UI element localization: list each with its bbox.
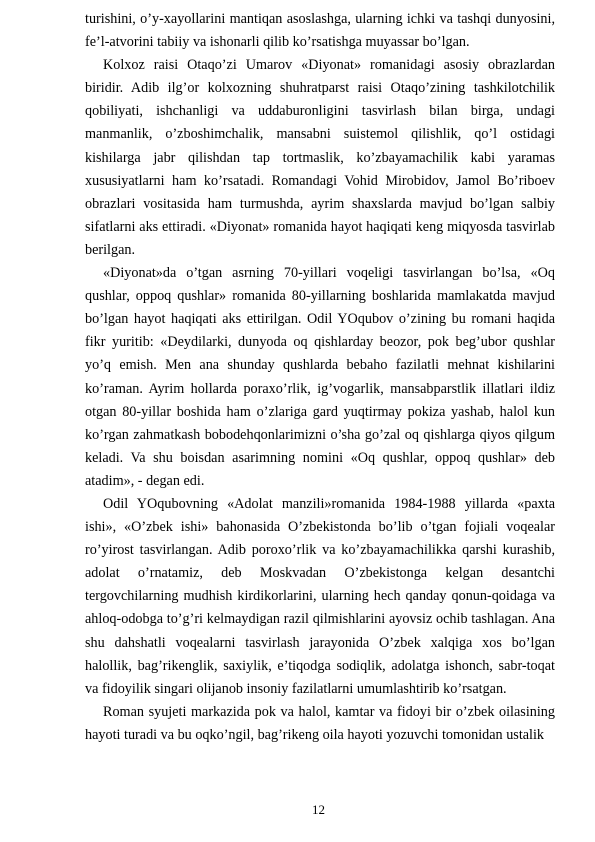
paragraph-diyonat-otaqozi: Kolxoz raisi Otaqo’zi Umarov «Diyonat» romanidagi asosiy obrazlardan biridir. Adib ilg’or kolxozning shuhratparst raisi Otaqo’zining tashkilotchilik qobiliyati, ishchanligi va uddaburonligini tasvirlash bilan birga, undagi manmanlik, o’zboshimchalik, mansabni suistemol qilishlik, qo’l ostidagi kishilarga jabr qilishdan tap tortmaslik, ko’zbayamachilik kabi yaramas xususiyatlarni ham ko’rsatadi. Romandagi Vohid Mirobidov, Jamol Bo’riboev obrazlari vositasida ham turmushda, ayrim shaxslarda mavjud bo’lgan salbiy sifatlarni aks ettiradi. «Diyonat» romanida hayot haqiqati keng miqyosda tasvirlab berilgan. [85, 57, 555, 258]
paragraph-continuation: turishini, o’y-xayollarini mantiqan asoslashga, ularning ichki va tashqi dunyosini, fe’l-atvorini tabiiy va ishonarli qilib ko’rsatishga muyassar bo’lgan. [85, 11, 555, 51]
paragraph-adolat-manzili: Odil YOqubovning «Adolat manzili»romanida 1984-1988 yillarda «paxta ishi», «O’zbek ishi» bahonasida O’zbekistonda bo’lib o’tgan fojiali voqealar ro’yirost tasvirlangan. Adib poroxo’rlik va ko’zbayamachilikka qarshi kurashib, adolat o’rnatamiz, deb Moskvadan O’zbekistonga kelgan desantchi tergovchilarning mudhish kirdikorlarini, ularning hech qanday qonun-qoidaga va ahloq-odobga to’g’ri kelmaydigan razil qilmishlarini ayovsiz ochib tashlagan. Ana shu dahshatli voqealarni tasvirlash jarayonida O’zbek xalqiga xos bo’lgan halollik, bag’rikenglik, saxiylik, e’tiqodga sodiqlik, adolatga ishonch, sabr-toqat va fidoyilik singari olijanob insoniy fazilatlarni umumlashtirib ko’rsatgan. [85, 495, 555, 697]
page-number: 12 [312, 802, 325, 817]
page-body [85, 8, 555, 747]
paragraph-roman-syujeti: Roman syujeti markazida pok va halol, kamtar va fidoyi bir o’zbek oilasining hayoti turadi va bu oqko’ngil, bag’rikeng oila hayoti yozuvchi tomonidan ustalik [85, 703, 555, 743]
paragraph-oq-qushlar: «Diyonat»da o’tgan asrning 70-yillari voqeligi tasvirlangan bo’lsa, «Oq qushlar, oppoq qushlar» romanida 80-yillarning boshlarida mamlakatda mavjud bo’lgan hayot haqiqati aks ettirilgan. Odil YOqubov o’zining bu romani haqida fikr yuritib: «Deydilarki, dunyoda oq qishlarday beozor, pok beg’ubor qushlar yo’q emish. Men ana shunday qushlarda bebaho fazilatli mehnat kishilarini ko’raman. Ayrim hollarda poraxo’rlik, ig’vogarlik, mansabparstlik illatlari ildiz otgan 80-yillar boshida ham o’zlariga gard yuqtirmay pokiza yashab, halol kun ko’rgan zahmatkash bobodehqonlarimizni o’sha go’zal oq qishlarga qiyos qilgum keladi. Va shu boisdan asarimning nomini «Oq qushlar, oppoq qushlar» deb atadim», - degan edi. [85, 265, 555, 489]
